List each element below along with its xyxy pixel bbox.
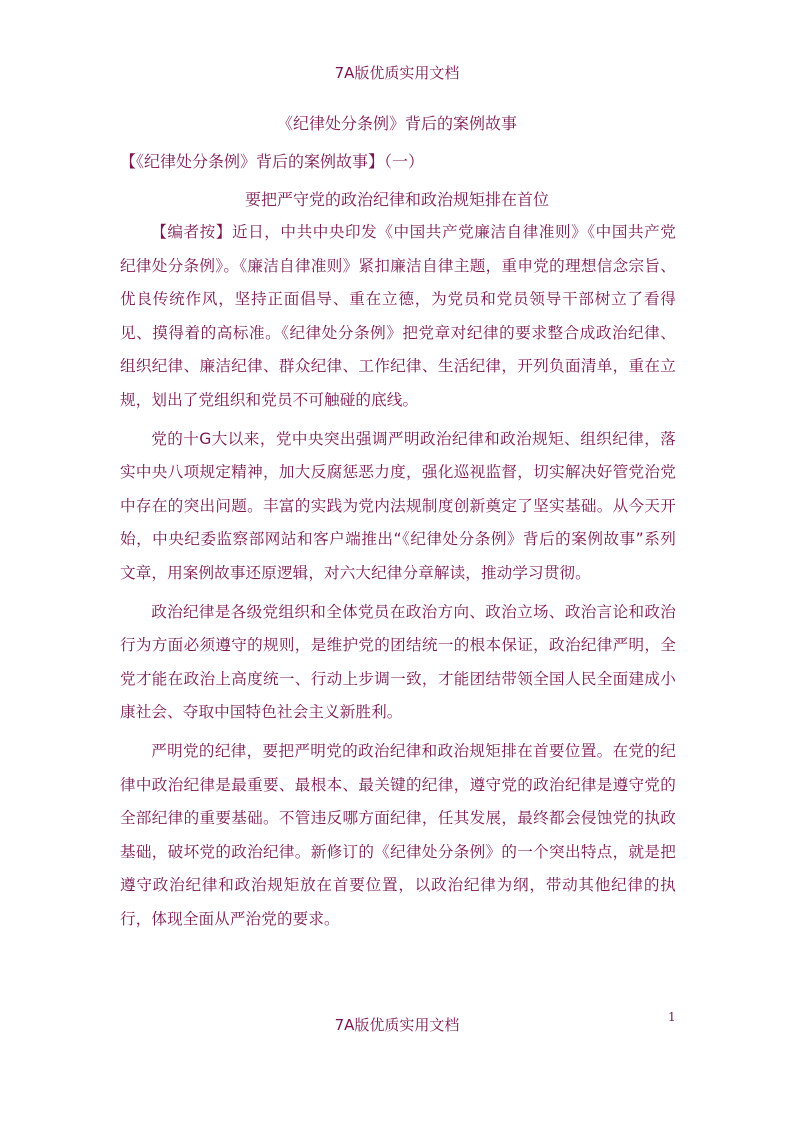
paragraph-priority: 严明党的纪律，要把严明党的政治纪律和政治规矩排在首要位置。在党的纪律中政治纪律是最重要、最根本、最关键的纪律，遵守党的政治纪律是遵守党的全部纪律的重要基础。不管违反哪方面纪律，任其发展，最终都会侵蚀党的执政基础，破坏党的政治纪律。新修订的《纪律处分条例》的一个突出特点，就是把遵守政治纪律和政治规矩放在首要位置，以政治纪律为纲，带动其他纪律的执行，体现全面从严治党的要求。 — [120, 741, 676, 928]
page-number: 1 — [668, 1010, 676, 1024]
document-title: 《纪律处分条例》背后的案例故事 — [276, 114, 517, 133]
paragraph-background: 党的十G大以来，党中央突出强调严明政治纪律和政治规矩、组织纪律，落实中央八项规定精神，加大反腐惩恶力度，强化巡视监督，切实解决好管党治党中存在的突出问题。丰富的实践为党内法规制度创新奠定了坚实基础。从今天开始，中央纪委监察部网站和客户端推出“《纪律处分条例》背后的案例故事”系列文章，用案例故事还原逻辑，对六大纪律分章解读，推动学习贯彻。 — [120, 429, 676, 582]
page-footer: 7A版优质实用文档 — [334, 1016, 460, 1034]
paragraph-political-discipline: 政治纪律是各级党组织和全体党员在政治方向、政治立场、政治言论和政治行为方面必须遵守的规则，是维护党的团结统一的根本保证，政治纪律严明，全党才能在政治上高度统一、行动上步调一致，才能团结带领全国人民全面建成小康社会、夺取中国特色社会主义新胜利。 — [120, 602, 676, 722]
article-subtitle: 要把严守党的政治纪律和政治规矩排在首位 — [244, 190, 549, 209]
series-title: 【《纪律处分条例》背后的案例故事】（一） — [120, 152, 425, 171]
page-header: 7A版优质实用文档 — [334, 64, 460, 82]
article-body — [120, 216, 676, 941]
paragraph-editor-note: 【编者按】近日，中共中央印发《中国共产党廉洁自律准则》《中国共产党纪律处分条例》。《廉洁自律准则》紧扣廉洁自律主题，重申党的理想信念宗旨、优良传统作风，坚持正面倡导、重在立德，为党员和党员领导干部树立了看得见、摸得着的高标准。《纪律处分条例》把党章对纪律的要求整合成政治纪律、组织纪律、廉洁纪律、群众纪律、工作纪律、生活纪律，开列负面清单，重在立规，划出了党组织和党员不可触碰的底线。 — [120, 223, 676, 409]
